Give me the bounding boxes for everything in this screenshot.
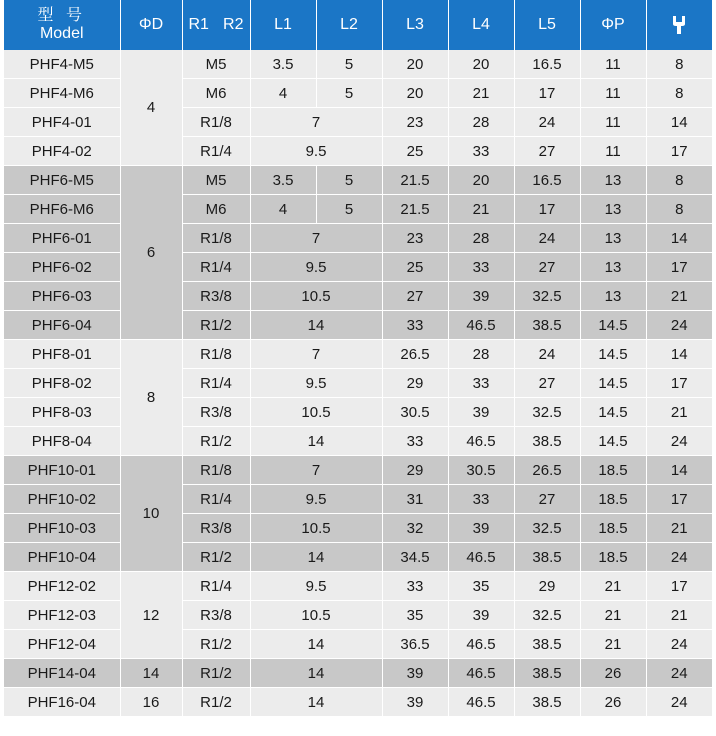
cell-model: PHF12-02 <box>4 572 120 601</box>
cell-r: R3/8 <box>182 601 250 630</box>
cell-l4: 39 <box>448 398 514 427</box>
cell-l4: 46.5 <box>448 659 514 688</box>
cell-model: PHF12-04 <box>4 630 120 659</box>
cell-l4: 28 <box>448 108 514 137</box>
cell-l3: 21.5 <box>382 166 448 195</box>
cell-l4: 35 <box>448 572 514 601</box>
table-row <box>4 572 712 601</box>
cell-l5: 38.5 <box>514 427 580 456</box>
cell-l4: 20 <box>448 166 514 195</box>
cell-l5: 16.5 <box>514 166 580 195</box>
table-row <box>4 659 712 688</box>
cell-l3: 25 <box>382 253 448 282</box>
cell-l4: 21 <box>448 195 514 224</box>
cell-p: 26 <box>580 659 646 688</box>
cell-l3: 32 <box>382 514 448 543</box>
cell-l3: 33 <box>382 572 448 601</box>
cell-wrench: 21 <box>646 282 712 311</box>
table-row <box>4 601 712 630</box>
cell-l2: 5 <box>316 166 382 195</box>
cell-model: PHF8-01 <box>4 340 120 369</box>
cell-r: R1/8 <box>182 108 250 137</box>
cell-model: PHF6-M5 <box>4 166 120 195</box>
header-model <box>4 0 120 50</box>
cell-l2: 5 <box>316 195 382 224</box>
cell-model: PHF10-02 <box>4 485 120 514</box>
header-l1: L1 <box>250 0 316 50</box>
cell-l4: 33 <box>448 369 514 398</box>
cell-model: PHF14-04 <box>4 659 120 688</box>
cell-l1-l2: 9.5 <box>250 572 382 601</box>
cell-l5: 17 <box>514 79 580 108</box>
cell-l4: 33 <box>448 137 514 166</box>
cell-model: PHF6-01 <box>4 224 120 253</box>
cell-r: M5 <box>182 166 250 195</box>
cell-l5: 32.5 <box>514 601 580 630</box>
cell-l3: 39 <box>382 659 448 688</box>
cell-wrench: 14 <box>646 340 712 369</box>
cell-model: PHF10-01 <box>4 456 120 485</box>
table-row <box>4 427 712 456</box>
cell-p: 21 <box>580 572 646 601</box>
cell-l1-l2: 7 <box>250 340 382 369</box>
cell-l1: 3.5 <box>250 50 316 79</box>
header-l2: L2 <box>316 0 382 50</box>
cell-r: R3/8 <box>182 398 250 427</box>
cell-d: 12 <box>120 572 182 659</box>
cell-l1: 4 <box>250 79 316 108</box>
cell-wrench: 24 <box>646 659 712 688</box>
cell-l4: 46.5 <box>448 688 514 717</box>
table-row <box>4 50 712 79</box>
cell-l3: 20 <box>382 50 448 79</box>
header-p: ΦP <box>580 0 646 50</box>
table-row <box>4 79 712 108</box>
table-row <box>4 630 712 659</box>
cell-l1-l2: 7 <box>250 108 382 137</box>
cell-l1-l2: 14 <box>250 688 382 717</box>
cell-l2: 5 <box>316 79 382 108</box>
cell-l1-l2: 10.5 <box>250 282 382 311</box>
cell-r: R3/8 <box>182 282 250 311</box>
cell-l3: 27 <box>382 282 448 311</box>
cell-l1-l2: 7 <box>250 224 382 253</box>
cell-wrench: 24 <box>646 427 712 456</box>
cell-model: PHF16-04 <box>4 688 120 717</box>
cell-r: R1/8 <box>182 456 250 485</box>
header-model-en: Model <box>39 25 84 42</box>
cell-l5: 17 <box>514 195 580 224</box>
table-row <box>4 688 712 717</box>
cell-wrench: 14 <box>646 224 712 253</box>
cell-model: PHF8-03 <box>4 398 120 427</box>
cell-l1-l2: 9.5 <box>250 369 382 398</box>
cell-l4: 46.5 <box>448 543 514 572</box>
cell-r: R1/4 <box>182 253 250 282</box>
cell-l5: 32.5 <box>514 514 580 543</box>
cell-wrench: 17 <box>646 369 712 398</box>
cell-p: 11 <box>580 79 646 108</box>
spec-table <box>4 0 712 717</box>
cell-l3: 23 <box>382 108 448 137</box>
cell-l5: 16.5 <box>514 50 580 79</box>
table-row <box>4 340 712 369</box>
cell-p: 11 <box>580 137 646 166</box>
cell-l5: 27 <box>514 253 580 282</box>
cell-model: PHF8-04 <box>4 427 120 456</box>
cell-l1-l2: 9.5 <box>250 485 382 514</box>
cell-model: PHF6-02 <box>4 253 120 282</box>
cell-l4: 46.5 <box>448 427 514 456</box>
cell-d: 10 <box>120 456 182 572</box>
table-row <box>4 253 712 282</box>
cell-p: 13 <box>580 224 646 253</box>
cell-d: 16 <box>120 688 182 717</box>
cell-l5: 26.5 <box>514 456 580 485</box>
table-row <box>4 456 712 485</box>
header-model-cn: 型 号 <box>37 7 86 24</box>
cell-l5: 24 <box>514 340 580 369</box>
cell-l5: 27 <box>514 485 580 514</box>
header-r2: R2 <box>223 16 244 33</box>
cell-wrench: 21 <box>646 601 712 630</box>
cell-wrench: 14 <box>646 108 712 137</box>
cell-p: 18.5 <box>580 485 646 514</box>
table-row <box>4 108 712 137</box>
cell-wrench: 17 <box>646 485 712 514</box>
cell-l3: 25 <box>382 137 448 166</box>
cell-model: PHF4-02 <box>4 137 120 166</box>
cell-d: 6 <box>120 166 182 340</box>
cell-l5: 38.5 <box>514 543 580 572</box>
cell-l3: 34.5 <box>382 543 448 572</box>
header-d: ΦD <box>120 0 182 50</box>
cell-r: R1/2 <box>182 659 250 688</box>
cell-l1-l2: 10.5 <box>250 601 382 630</box>
cell-model: PHF4-M5 <box>4 50 120 79</box>
cell-model: PHF6-03 <box>4 282 120 311</box>
table-row <box>4 282 712 311</box>
cell-l1-l2: 10.5 <box>250 398 382 427</box>
cell-p: 18.5 <box>580 456 646 485</box>
cell-wrench: 17 <box>646 137 712 166</box>
wrench-icon <box>670 15 688 35</box>
cell-l5: 27 <box>514 137 580 166</box>
cell-l4: 39 <box>448 601 514 630</box>
cell-model: PHF8-02 <box>4 369 120 398</box>
cell-d: 14 <box>120 659 182 688</box>
cell-l1-l2: 10.5 <box>250 514 382 543</box>
cell-wrench: 8 <box>646 195 712 224</box>
cell-l5: 24 <box>514 108 580 137</box>
cell-l1-l2: 14 <box>250 543 382 572</box>
cell-l3: 35 <box>382 601 448 630</box>
cell-l4: 30.5 <box>448 456 514 485</box>
cell-l5: 24 <box>514 224 580 253</box>
cell-wrench: 24 <box>646 630 712 659</box>
cell-r: M6 <box>182 195 250 224</box>
cell-model: PHF10-04 <box>4 543 120 572</box>
cell-l1-l2: 14 <box>250 659 382 688</box>
cell-l1-l2: 14 <box>250 630 382 659</box>
cell-l1: 4 <box>250 195 316 224</box>
cell-r: R1/2 <box>182 427 250 456</box>
cell-l4: 20 <box>448 50 514 79</box>
cell-p: 14.5 <box>580 340 646 369</box>
table-row <box>4 166 712 195</box>
cell-l3: 36.5 <box>382 630 448 659</box>
cell-p: 13 <box>580 166 646 195</box>
table-row <box>4 369 712 398</box>
cell-model: PHF6-04 <box>4 311 120 340</box>
cell-model: PHF10-03 <box>4 514 120 543</box>
cell-l1-l2: 7 <box>250 456 382 485</box>
table-row <box>4 137 712 166</box>
cell-r: R1/2 <box>182 543 250 572</box>
cell-l3: 31 <box>382 485 448 514</box>
cell-wrench: 17 <box>646 253 712 282</box>
cell-l1-l2: 9.5 <box>250 137 382 166</box>
cell-r: R1/8 <box>182 224 250 253</box>
cell-p: 14.5 <box>580 311 646 340</box>
cell-l5: 29 <box>514 572 580 601</box>
cell-wrench: 14 <box>646 456 712 485</box>
cell-l4: 33 <box>448 253 514 282</box>
cell-wrench: 17 <box>646 572 712 601</box>
cell-wrench: 24 <box>646 688 712 717</box>
cell-l3: 33 <box>382 311 448 340</box>
cell-l5: 38.5 <box>514 311 580 340</box>
cell-p: 13 <box>580 282 646 311</box>
cell-p: 18.5 <box>580 543 646 572</box>
cell-p: 13 <box>580 253 646 282</box>
header-r <box>182 0 250 50</box>
cell-l5: 32.5 <box>514 398 580 427</box>
cell-l1-l2: 14 <box>250 427 382 456</box>
table-row <box>4 543 712 572</box>
cell-r: R1/2 <box>182 688 250 717</box>
cell-p: 18.5 <box>580 514 646 543</box>
cell-l4: 39 <box>448 282 514 311</box>
cell-wrench: 8 <box>646 79 712 108</box>
cell-l1: 3.5 <box>250 166 316 195</box>
header-l5: L5 <box>514 0 580 50</box>
cell-wrench: 24 <box>646 311 712 340</box>
cell-p: 13 <box>580 195 646 224</box>
cell-l5: 38.5 <box>514 688 580 717</box>
cell-l4: 33 <box>448 485 514 514</box>
cell-l3: 33 <box>382 427 448 456</box>
cell-l5: 32.5 <box>514 282 580 311</box>
cell-l3: 39 <box>382 688 448 717</box>
cell-model: PHF12-03 <box>4 601 120 630</box>
header-l3: L3 <box>382 0 448 50</box>
cell-p: 11 <box>580 108 646 137</box>
cell-wrench: 24 <box>646 543 712 572</box>
cell-d: 8 <box>120 340 182 456</box>
cell-l3: 21.5 <box>382 195 448 224</box>
cell-wrench: 8 <box>646 50 712 79</box>
table-row <box>4 311 712 340</box>
cell-p: 11 <box>580 50 646 79</box>
table-row <box>4 224 712 253</box>
header-r1: R1 <box>188 16 209 33</box>
table-row <box>4 398 712 427</box>
cell-l5: 38.5 <box>514 630 580 659</box>
cell-l5: 38.5 <box>514 659 580 688</box>
header-wrench <box>646 0 712 50</box>
cell-l3: 30.5 <box>382 398 448 427</box>
cell-d: 4 <box>120 50 182 166</box>
table-header <box>4 0 712 50</box>
cell-l4: 46.5 <box>448 630 514 659</box>
cell-p: 14.5 <box>580 398 646 427</box>
cell-l4: 39 <box>448 514 514 543</box>
cell-wrench: 8 <box>646 166 712 195</box>
cell-model: PHF6-M6 <box>4 195 120 224</box>
cell-l4: 28 <box>448 224 514 253</box>
cell-r: M6 <box>182 79 250 108</box>
cell-r: R3/8 <box>182 514 250 543</box>
cell-l4: 28 <box>448 340 514 369</box>
cell-l3: 20 <box>382 79 448 108</box>
cell-model: PHF4-01 <box>4 108 120 137</box>
table-row <box>4 514 712 543</box>
cell-l5: 27 <box>514 369 580 398</box>
cell-p: 26 <box>580 688 646 717</box>
cell-l1-l2: 14 <box>250 311 382 340</box>
cell-p: 14.5 <box>580 369 646 398</box>
cell-r: R1/4 <box>182 369 250 398</box>
cell-l2: 5 <box>316 50 382 79</box>
cell-l4: 21 <box>448 79 514 108</box>
header-l4: L4 <box>448 0 514 50</box>
cell-r: R1/4 <box>182 137 250 166</box>
cell-r: R1/2 <box>182 311 250 340</box>
cell-p: 21 <box>580 630 646 659</box>
cell-r: R1/4 <box>182 572 250 601</box>
cell-l3: 23 <box>382 224 448 253</box>
table-body <box>4 50 712 717</box>
cell-l3: 26.5 <box>382 340 448 369</box>
cell-l1-l2: 9.5 <box>250 253 382 282</box>
cell-r: R1/2 <box>182 630 250 659</box>
spec-table-container <box>4 0 712 717</box>
cell-r: M5 <box>182 50 250 79</box>
cell-wrench: 21 <box>646 514 712 543</box>
cell-wrench: 21 <box>646 398 712 427</box>
cell-l3: 29 <box>382 456 448 485</box>
table-row <box>4 195 712 224</box>
table-row <box>4 485 712 514</box>
cell-p: 14.5 <box>580 427 646 456</box>
cell-model: PHF4-M6 <box>4 79 120 108</box>
cell-p: 21 <box>580 601 646 630</box>
cell-l3: 29 <box>382 369 448 398</box>
cell-r: R1/8 <box>182 340 250 369</box>
cell-l4: 46.5 <box>448 311 514 340</box>
cell-r: R1/4 <box>182 485 250 514</box>
